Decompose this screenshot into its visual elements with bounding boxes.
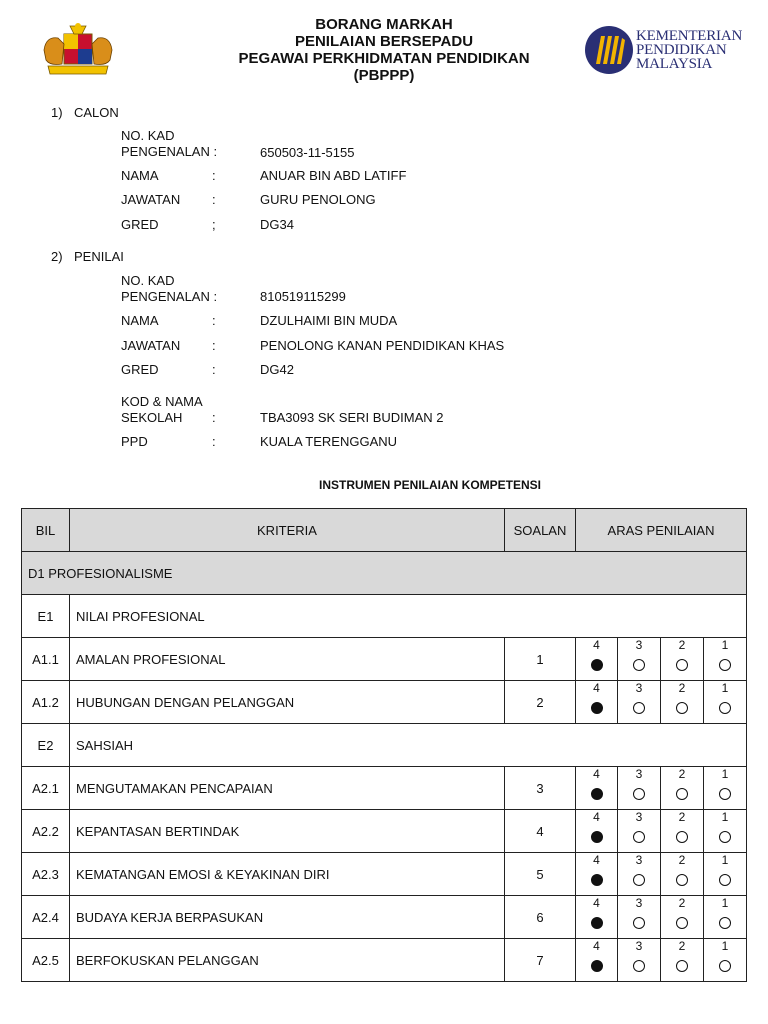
radio-empty-icon[interactable] [633, 917, 645, 929]
penilai-ppd-colon: : [212, 434, 216, 449]
header-kriteria: KRITERIA [70, 509, 505, 552]
criterion-label: BERFOKUSKAN PELANGGAN [70, 939, 505, 982]
level-cell[interactable] [661, 767, 704, 810]
radio-empty-icon[interactable] [676, 831, 688, 843]
criterion-code: A2.2 [22, 810, 70, 853]
penilai-sekolah-colon: : [212, 410, 216, 425]
level-cell[interactable] [661, 810, 704, 853]
penilai-kad-value: 810519115299 [260, 289, 346, 304]
penilai-section-number: 2) [51, 249, 63, 264]
radio-empty-icon[interactable] [719, 702, 731, 714]
level-number: 2 [678, 853, 686, 867]
calon-jawatan-value: GURU PENOLONG [260, 192, 376, 207]
question-number: 7 [505, 939, 576, 982]
competency-table [21, 508, 747, 982]
radio-selected-icon[interactable] [591, 788, 603, 800]
criterion-label: KEPANTASAN BERTINDAK [70, 810, 505, 853]
calon-section-title: CALON [74, 105, 119, 120]
criterion-code: A2.1 [22, 767, 70, 810]
level-cell[interactable] [661, 896, 704, 939]
radio-empty-icon[interactable] [719, 917, 731, 929]
calon-gred-value: DG34 [260, 217, 294, 232]
group-title: NILAI PROFESIONAL [70, 595, 747, 638]
penilai-kad-label-line-1: NO. KAD [121, 273, 175, 288]
level-cell[interactable] [576, 896, 618, 939]
page-header [0, 0, 768, 92]
penilai-sekolah-label-line-2: SEKOLAH [121, 410, 183, 425]
criterion-code: A2.3 [22, 853, 70, 896]
criterion-code: A2.4 [22, 896, 70, 939]
question-number: 2 [505, 681, 576, 724]
level-cell[interactable] [704, 896, 747, 939]
level-cell[interactable] [704, 853, 747, 896]
level-number: 2 [678, 767, 686, 781]
level-number: 4 [593, 939, 600, 953]
level-number: 3 [635, 810, 643, 824]
penilai-kad-label [121, 273, 217, 305]
calon-kad-value: 650503-11-5155 [260, 145, 355, 160]
question-number: 3 [505, 767, 576, 810]
calon-nama-label: NAMA [121, 168, 159, 183]
penilai-section-title: PENILAI [74, 249, 124, 264]
penilai-jawatan-value: PENOLONG KANAN PENDIDIKAN KHAS [260, 338, 505, 353]
group-row [22, 724, 747, 767]
question-number: 4 [505, 810, 576, 853]
level-cell[interactable] [618, 681, 661, 724]
level-cell[interactable] [618, 939, 661, 982]
criterion-label: KEMATANGAN EMOSI & KEYAKINAN DIRI [70, 853, 505, 896]
level-cell[interactable] [704, 939, 747, 982]
level-cell[interactable] [661, 638, 704, 681]
radio-empty-icon[interactable] [676, 702, 688, 714]
title-line-4: (PBPPP) [353, 67, 415, 84]
penilai-sekolah-value: TBA3093 SK SERI BUDIMAN 2 [260, 410, 444, 425]
level-number: 3 [635, 939, 643, 953]
level-number: 4 [593, 853, 600, 867]
group-row [22, 595, 747, 638]
ministry-line-2: PENDIDIKAN [636, 42, 727, 58]
radio-empty-icon[interactable] [676, 874, 688, 886]
level-cell[interactable] [576, 767, 618, 810]
radio-empty-icon[interactable] [676, 788, 688, 800]
level-number: 4 [593, 896, 600, 910]
criterion-row [22, 681, 747, 724]
level-number: 1 [721, 896, 729, 910]
calon-gred-colon: ; [212, 217, 216, 232]
level-number: 2 [678, 896, 686, 910]
criterion-row [22, 810, 747, 853]
question-number: 5 [505, 853, 576, 896]
question-number: 1 [505, 638, 576, 681]
domain-row [22, 552, 747, 595]
radio-empty-icon[interactable] [719, 788, 731, 800]
level-cell[interactable] [576, 681, 618, 724]
level-number: 2 [678, 638, 686, 652]
level-number: 3 [635, 767, 643, 781]
title-line-1: BORANG MARKAH [315, 16, 453, 33]
radio-empty-icon[interactable] [719, 659, 731, 671]
title-line-2: PENILAIAN BERSEPADU [294, 33, 474, 50]
level-number: 1 [721, 939, 729, 953]
instrument-title: INSTRUMEN PENILAIAN KOMPETENSI [318, 478, 541, 492]
radio-empty-icon[interactable] [719, 874, 731, 886]
penilai-gred-colon: : [212, 362, 216, 377]
criterion-row [22, 896, 747, 939]
radio-empty-icon[interactable] [719, 960, 731, 972]
radio-empty-icon[interactable] [633, 960, 645, 972]
radio-selected-icon[interactable] [591, 831, 603, 843]
malaysia-coat-of-arms-icon [36, 20, 120, 80]
calon-kad-label-line-2: PENGENALAN : [121, 144, 218, 159]
calon-jawatan-label: JAWATAN [121, 192, 181, 207]
radio-selected-icon[interactable] [591, 874, 603, 886]
group-code: E2 [22, 724, 70, 767]
level-number: 1 [721, 810, 729, 824]
level-number: 2 [678, 681, 686, 695]
penilai-jawatan-colon: : [212, 338, 216, 353]
level-cell[interactable] [618, 896, 661, 939]
penilai-jawatan-label: JAWATAN [121, 338, 181, 353]
calon-gred-label: GRED [121, 217, 159, 232]
header-bil: BIL [22, 509, 70, 552]
level-number: 4 [593, 681, 600, 695]
calon-section-number: 1) [51, 105, 63, 120]
level-cell[interactable] [618, 767, 661, 810]
level-number: 1 [721, 853, 729, 867]
penilai-gred-label: GRED [121, 362, 159, 377]
group-title: SAHSIAH [70, 724, 747, 767]
level-number: 4 [593, 638, 600, 652]
criterion-code: A2.5 [22, 939, 70, 982]
radio-empty-icon[interactable] [633, 788, 645, 800]
criterion-label: HUBUNGAN DENGAN PELANGGAN [70, 681, 505, 724]
level-number: 3 [635, 638, 643, 652]
radio-empty-icon[interactable] [633, 874, 645, 886]
calon-nama-value: ANUAR BIN ABD LATIFF [260, 168, 407, 183]
criterion-row [22, 939, 747, 982]
radio-empty-icon[interactable] [633, 831, 645, 843]
level-cell[interactable] [704, 767, 747, 810]
radio-selected-icon[interactable] [591, 702, 603, 714]
calon-kad-label-line-1: NO. KAD [121, 128, 175, 143]
header-aras-penilaian: ARAS PENILAIAN [576, 509, 747, 552]
table-header-row [22, 509, 747, 552]
domain-label: D1 PROFESIONALISME [22, 552, 747, 595]
level-cell[interactable] [618, 810, 661, 853]
level-number: 1 [721, 638, 729, 652]
criterion-row [22, 853, 747, 896]
penilai-sekolah-label [121, 394, 203, 426]
criterion-row [22, 767, 747, 810]
level-number: 1 [721, 681, 729, 695]
level-cell[interactable] [661, 853, 704, 896]
ministry-line-3: MALAYSIA [636, 56, 713, 72]
level-cell[interactable] [704, 681, 747, 724]
level-number: 1 [721, 767, 729, 781]
title-line-3: PEGAWAI PERKHIDMATAN PENDIDIKAN [238, 50, 530, 67]
level-number: 3 [635, 681, 643, 695]
penilai-ppd-value: KUALA TERENGGANU [260, 434, 398, 449]
level-number: 2 [678, 810, 686, 824]
level-cell[interactable] [576, 638, 618, 681]
level-cell[interactable] [576, 810, 618, 853]
level-cell[interactable] [576, 853, 618, 896]
question-number: 6 [505, 896, 576, 939]
penilai-nama-colon: : [212, 313, 216, 328]
radio-selected-icon[interactable] [591, 659, 603, 671]
form-title [170, 16, 598, 84]
level-cell[interactable] [618, 638, 661, 681]
radio-empty-icon[interactable] [676, 659, 688, 671]
group-code: E1 [22, 595, 70, 638]
criterion-label: MENGUTAMAKAN PENCAPAIAN [70, 767, 505, 810]
penilai-gred-value: DG42 [260, 362, 294, 377]
radio-empty-icon[interactable] [633, 659, 645, 671]
level-number: 4 [593, 767, 600, 781]
radio-empty-icon[interactable] [633, 702, 645, 714]
level-cell[interactable] [661, 939, 704, 982]
penilai-nama-value: DZULHAIMI BIN MUDA [260, 313, 398, 328]
penilai-sekolah-label-line-1: KOD & NAMA [121, 394, 203, 409]
criterion-label: BUDAYA KERJA BERPASUKAN [70, 896, 505, 939]
calon-kad-label [121, 128, 217, 160]
penilai-nama-label: NAMA [121, 313, 159, 328]
penilai-kad-label-line-2: PENGENALAN : [121, 289, 218, 304]
criterion-code: A1.2 [22, 681, 70, 724]
penilai-ppd-label: PPD [121, 434, 148, 449]
level-number: 4 [593, 810, 600, 824]
level-number: 3 [635, 853, 643, 867]
radio-empty-icon[interactable] [676, 960, 688, 972]
level-cell[interactable] [576, 939, 618, 982]
level-cell[interactable] [704, 810, 747, 853]
radio-empty-icon[interactable] [676, 917, 688, 929]
radio-selected-icon[interactable] [591, 917, 603, 929]
criterion-label: AMALAN PROFESIONAL [70, 638, 505, 681]
level-cell[interactable] [661, 681, 704, 724]
header-soalan: SOALAN [505, 509, 576, 552]
level-cell[interactable] [704, 638, 747, 681]
criterion-row [22, 638, 747, 681]
ministry-name [636, 29, 742, 71]
level-number: 3 [635, 896, 643, 910]
level-cell[interactable] [618, 853, 661, 896]
calon-nama-colon: : [212, 168, 216, 183]
radio-empty-icon[interactable] [719, 831, 731, 843]
criterion-code: A1.1 [22, 638, 70, 681]
level-number: 2 [678, 939, 686, 953]
calon-jawatan-colon: : [212, 192, 216, 207]
ministry-line-1: KEMENTERIAN [636, 28, 743, 44]
radio-selected-icon[interactable] [591, 960, 603, 972]
